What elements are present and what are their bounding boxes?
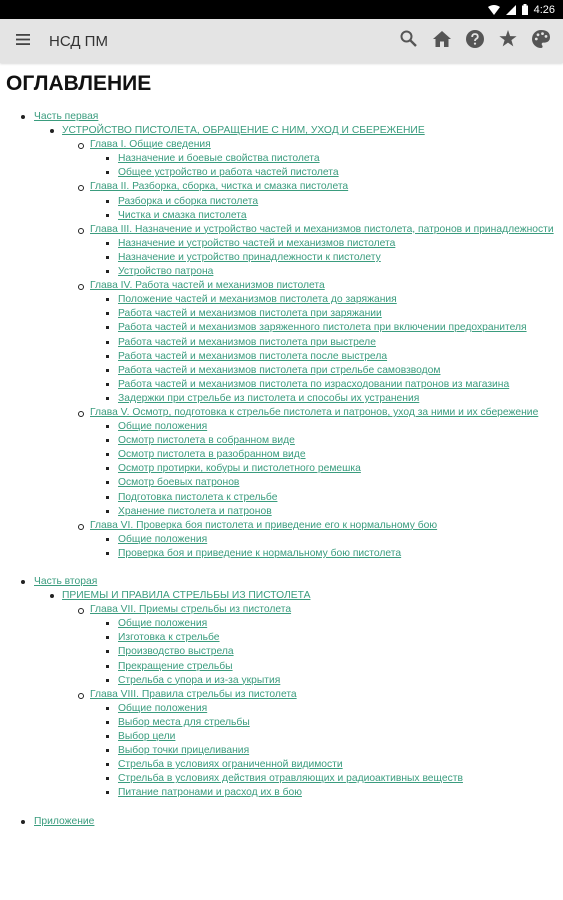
- toc-chapter: [62, 138, 557, 180]
- toc-chapter-link[interactable]: Глава I. Общие сведения: [90, 139, 211, 151]
- toc-chapter-link[interactable]: Глава IV. Работа частей и механизмов пистолета: [90, 280, 325, 292]
- toc-item: [90, 321, 557, 335]
- toc-item: [90, 505, 557, 519]
- toc-chapter-link[interactable]: Глава III. Назначение и устройство частей и механизмов пистолета, патронов и принадлежности: [90, 223, 554, 235]
- toc-item: [90, 786, 557, 800]
- toc-chapter-list: [62, 138, 557, 561]
- wifi-icon: [488, 5, 500, 15]
- toc-item: [90, 237, 557, 251]
- home-icon: [433, 31, 451, 52]
- toc-item-link[interactable]: Устройство патрона: [118, 266, 214, 278]
- menu-icon: [16, 32, 30, 50]
- toc-chapter-link[interactable]: Глава VII. Приемы стрельбы из пистолета: [90, 604, 292, 616]
- toc-item-link[interactable]: Назначение и устройство принадлежности к пистолету: [118, 251, 381, 263]
- toc-item: [90, 166, 557, 180]
- toc-item: [90, 491, 557, 505]
- toc-chapter-link[interactable]: Глава II. Разборка, сборка, чистка и смазка пистолета: [90, 181, 349, 193]
- toc-item: [90, 547, 557, 561]
- toc-item-link[interactable]: Стрельба в условиях ограниченной видимости: [118, 759, 343, 771]
- toc-item: [90, 702, 557, 716]
- toc-item-link[interactable]: Выбор места для стрельбы: [118, 716, 250, 728]
- toc-item-link[interactable]: Общие положения: [118, 618, 208, 630]
- menu-button[interactable]: [0, 19, 46, 63]
- toc-item: [90, 716, 557, 730]
- toc-part: [6, 575, 557, 801]
- toc-part-link[interactable]: Приложение: [34, 815, 95, 827]
- toc-item: [90, 195, 557, 209]
- app-title: НСД ПМ: [49, 32, 108, 50]
- toc-item: [90, 476, 557, 490]
- toc-item: [90, 420, 557, 434]
- toc-item-link[interactable]: Прекращение стрельбы: [118, 660, 233, 672]
- toc-item: [90, 730, 557, 744]
- toc-item-link[interactable]: Работа частей и механизмов пистолета по израсходовании патронов из магазина: [118, 378, 510, 390]
- toc-item: [90, 631, 557, 645]
- toc-item-link[interactable]: Работа частей и механизмов пистолета при выстреле: [118, 336, 376, 348]
- app-bar: [0, 19, 563, 63]
- toc-chapter-link[interactable]: Глава VIII. Правила стрельбы из пистолета: [90, 688, 297, 700]
- toc-item: [90, 307, 557, 321]
- search-icon: [400, 30, 417, 52]
- toc-item: [90, 533, 557, 547]
- toc-section: [34, 589, 557, 800]
- toc-chapter-link[interactable]: Глава V. Осмотр, подготовка к стрельбе пистолета и патронов, уход за ними и их сбережение: [90, 406, 539, 418]
- toc-item: [90, 293, 557, 307]
- toc-item-link[interactable]: Проверка боя и приведение к нормальному бою пистолета: [118, 547, 402, 559]
- toc-item: [90, 336, 557, 350]
- toc-section-list: [34, 124, 557, 561]
- toc-section: [34, 124, 557, 561]
- search-button[interactable]: [392, 19, 425, 63]
- toc-item-list: [90, 293, 557, 406]
- star-icon: [499, 30, 517, 52]
- toc-part: [6, 110, 557, 561]
- toc-part-link[interactable]: Часть вторая: [34, 576, 98, 587]
- toc-item: [90, 152, 557, 166]
- toc-item-link[interactable]: Осмотр боевых патронов: [118, 477, 240, 489]
- toc-chapter: [62, 603, 557, 688]
- toc-item: [90, 660, 557, 674]
- toc-item-link[interactable]: Общее устройство и работа частей пистолета: [118, 167, 339, 179]
- toc-item: [90, 209, 557, 223]
- toc-item: [90, 434, 557, 448]
- toc-item-link[interactable]: Назначение и устройство частей и механизмов пистолета: [118, 237, 396, 249]
- toc-item-link[interactable]: Изготовка к стрельбе: [118, 632, 220, 644]
- toc-item-link[interactable]: Осмотр пистолета в разобранном виде: [118, 449, 306, 461]
- page-title: ОГЛАВЛЕНИЕ: [6, 72, 152, 95]
- toc-item-link[interactable]: Осмотр протирки, кобуры и пистолетного ремешка: [118, 463, 361, 475]
- toc-item: [90, 645, 557, 659]
- palette-icon: [532, 30, 550, 53]
- toc-item: [90, 378, 557, 392]
- toc-part: [6, 815, 557, 829]
- toc-chapter: [62, 519, 557, 561]
- toc-item-link[interactable]: Стрельба в условиях действия отравляющих и радиоактивных веществ: [118, 773, 463, 785]
- toc-item-list: [90, 702, 557, 801]
- toc-item-link[interactable]: Производство выстрела: [118, 646, 234, 658]
- toc-item-link[interactable]: Стрельба с упора и из-за укрытия: [118, 674, 281, 686]
- theme-button[interactable]: [524, 19, 557, 63]
- toc-item-link[interactable]: Хранение пистолета и патронов: [118, 505, 272, 517]
- help-icon: [466, 30, 484, 53]
- toc-item-link[interactable]: Работа частей и механизмов пистолета при стрельбе самовзводом: [118, 364, 441, 376]
- toc-item: [90, 448, 557, 462]
- favorites-button[interactable]: [491, 19, 524, 63]
- toc-item: [90, 617, 557, 631]
- toc-item-link[interactable]: Разборка и сборка пистолета: [118, 195, 259, 207]
- toc-chapter: [62, 688, 557, 801]
- toc-item: [90, 758, 557, 772]
- toc-item: [90, 674, 557, 688]
- toc-item-list: [90, 195, 557, 223]
- toc-item-list: [90, 152, 557, 180]
- content: [0, 63, 563, 900]
- table-of-contents: [6, 110, 557, 829]
- toc-item-link[interactable]: Работа частей и механизмов пистолета при заряжании: [118, 308, 382, 320]
- home-button[interactable]: [425, 19, 458, 63]
- battery-icon: [522, 4, 528, 15]
- status-bar: [0, 0, 563, 19]
- toc-chapter-list: [62, 603, 557, 800]
- toc-item-link[interactable]: Общие положения: [118, 702, 208, 714]
- toc-item: [90, 744, 557, 758]
- toc-section-link[interactable]: УСТРОЙСТВО ПИСТОЛЕТА, ОБРАЩЕНИЕ С НИМ, УХОД И СБЕРЕЖЕНИЕ: [62, 125, 425, 137]
- toc-section-link[interactable]: ПРИЕМЫ И ПРАВИЛА СТРЕЛЬБЫ ИЗ ПИСТОЛЕТА: [62, 590, 311, 602]
- toc-item-link[interactable]: Выбор точки прицеливания: [118, 745, 250, 757]
- toc-chapter: [62, 180, 557, 222]
- toc-item-link[interactable]: Питание патронами и расход их в бою: [118, 787, 302, 799]
- toc-item-list: [90, 420, 557, 519]
- signal-icon: [506, 5, 516, 15]
- toc-item: [90, 265, 557, 279]
- toc-item-link[interactable]: Чистка и смазка пистолета: [118, 209, 247, 221]
- toc-part-link[interactable]: Часть первая: [34, 111, 99, 122]
- toc-item-link[interactable]: Подготовка пистолета к стрельбе: [118, 491, 278, 503]
- toc-item-link[interactable]: Осмотр пистолета в собранном виде: [118, 435, 295, 447]
- toc-section-list: [34, 589, 557, 800]
- toc-item-list: [90, 617, 557, 687]
- toc-item-link[interactable]: Выбор цели: [118, 731, 176, 743]
- toc-item-link[interactable]: Общие положения: [118, 421, 208, 433]
- toc-item-list: [90, 533, 557, 561]
- toc-item: [90, 350, 557, 364]
- toc-item: [90, 462, 557, 476]
- toc-chapter-link[interactable]: Глава VI. Проверка боя пистолета и приведение его к нормальному бою: [90, 519, 438, 531]
- help-button[interactable]: [458, 19, 491, 63]
- toc-item-link[interactable]: Общие положения: [118, 533, 208, 545]
- toc-chapter: [62, 223, 557, 279]
- toc-item-link[interactable]: Назначение и боевые свойства пистолета: [118, 153, 320, 165]
- toc-item-link[interactable]: Работа частей и механизмов заряженного пистолета при включении предохранителя: [118, 322, 527, 334]
- toc-chapter: [62, 406, 557, 519]
- toc-item: [90, 251, 557, 265]
- status-time: 4:26: [533, 3, 555, 16]
- toc-item-link[interactable]: Положение частей и механизмов пистолета до заряжания: [118, 294, 397, 306]
- toc-item: [90, 364, 557, 378]
- toc-item-link[interactable]: Работа частей и механизмов пистолета после выстрела: [118, 350, 388, 362]
- toc-item-list: [90, 237, 557, 279]
- toc-item: [90, 392, 557, 406]
- toc-item-link[interactable]: Задержки при стрельбе из пистолета и способы их устранения: [118, 392, 420, 404]
- toc-chapter: [62, 279, 557, 406]
- toc-item: [90, 772, 557, 786]
